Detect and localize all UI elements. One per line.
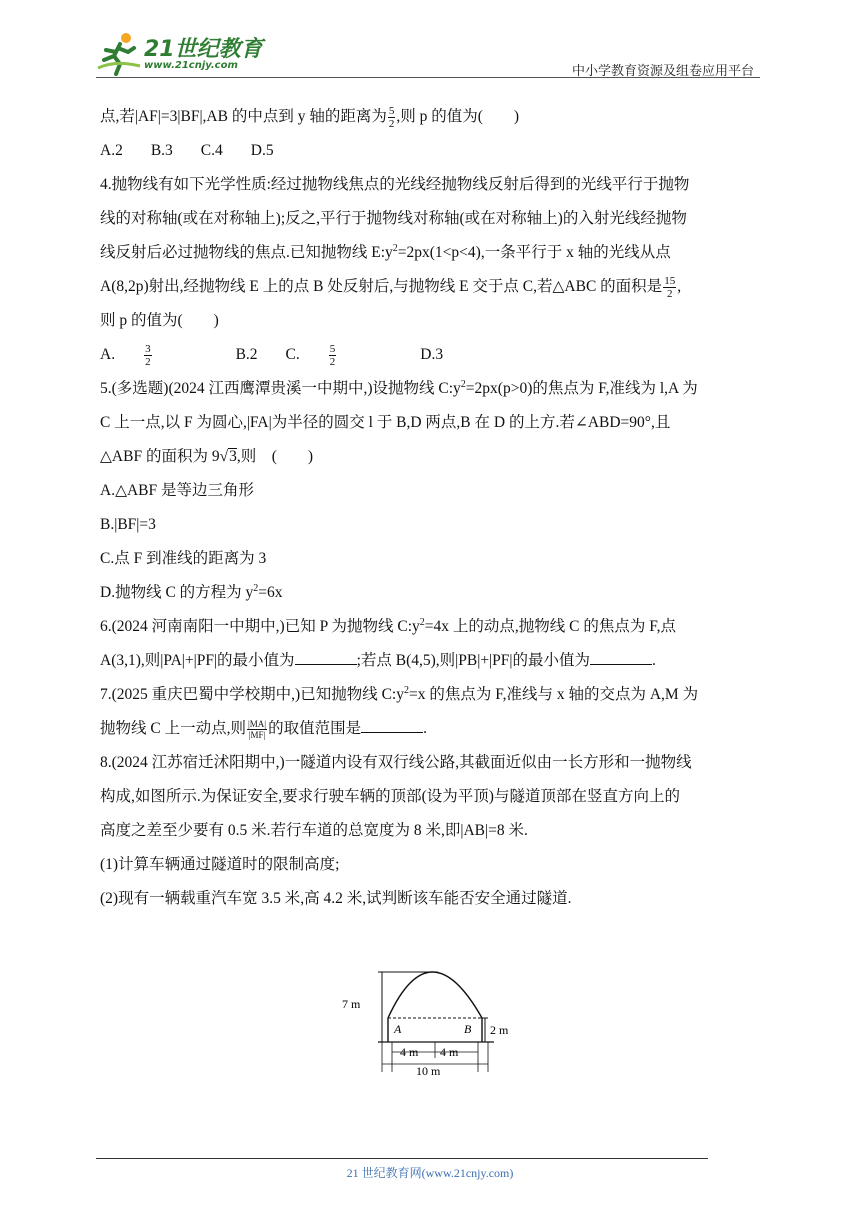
q7-line2c: . [423, 720, 427, 737]
q4-line4a: A(8,2p)射出,经抛物线 E 上的点 B 处反射后,与抛物线 E 交于点 C,若△ABC 的面积是 [100, 278, 663, 295]
q7-fraction [247, 719, 267, 740]
q4-opt-a-num: 3 [145, 342, 151, 355]
label-B: B [464, 1022, 472, 1036]
q3-option-d: D.5 [250, 142, 274, 159]
q4-option-c [286, 338, 393, 372]
q4-opt-c-den: 2 [329, 355, 336, 368]
q5-option-c: C.点 F 到准线的距离为 3 [100, 550, 267, 567]
tunnel-diagram [330, 966, 530, 1078]
q5-line3b: ,则 ( ) [236, 448, 314, 465]
label-2m: 2 m [490, 1023, 509, 1037]
label-4m-right: 4 m [440, 1045, 459, 1059]
q3-option-b: B.3 [150, 142, 173, 159]
q6-line2a: A(3,1),则|PA|+|PF|的最小值为 [100, 652, 295, 669]
answer-blank [361, 718, 423, 733]
q5-sqrt-value: 3 [229, 448, 237, 465]
q3-stem [100, 100, 762, 134]
q4-option-d: D.3 [420, 346, 444, 363]
sqrt-symbol: √ [219, 448, 229, 465]
header-divider [96, 77, 760, 78]
q5-line2: C 上一点,以 F 为圆心,|FA|为半径的圆交 l 于 B,D 两点,B 在 D 的上方.若∠ABD=90°,且 [100, 414, 671, 431]
site-logo[interactable] [96, 30, 266, 78]
q4-line3b: =2px(1<p<4),一条平行于 x 轴的光线从点 [397, 244, 671, 261]
q7-frac-numerator: |MA| [247, 718, 267, 729]
q7-line1a: 7.(2025 重庆巴蜀中学校期中,)已知抛物线 C:y [100, 686, 404, 703]
q6-line2b: ;若点 B(4,5),则|PB|+|PF|的最小值为 [356, 652, 591, 669]
q6-sup: 2 [419, 616, 425, 628]
q4-options [100, 338, 762, 372]
question-content [100, 100, 762, 916]
q3-text-b: ,则 p 的值为( ) [396, 108, 520, 125]
header-platform-name: 中小学教育资源及组卷应用平台 [571, 64, 754, 79]
q3-frac-denominator: 2 [388, 117, 395, 130]
q3-option-a: A.2 [100, 142, 123, 159]
q5-line1a: 5.(多选题)(2024 江西鹰潭贵溪一中期中,)设抛物线 C:y [100, 380, 461, 397]
answer-blank [590, 650, 652, 665]
q7-line1b: =x 的焦点为 F,准线与 x 轴的交点为 A,M 为 [408, 686, 699, 703]
q3-frac-numerator: 5 [388, 104, 395, 117]
q8-line2: 构成,如图所示.为保证安全,要求行驶车辆的顶部(设为平顶)与隧道顶部在竖直方向上的 [100, 788, 680, 805]
q4-line2: 线的对称轴(或在对称轴上);反之,平行于抛物线对称轴(或在对称轴上)的入射光线经抛物 [100, 210, 687, 227]
q4-opt-c-num: 5 [329, 342, 336, 355]
q5-opt-d-sup: 2 [253, 582, 259, 594]
q7-line2a: 抛物线 C 上一动点,则 [100, 720, 246, 737]
q4-line3a: 线反射后必过抛物线的焦点.已知抛物线 E:y [100, 244, 393, 261]
q8-sub1: (1)计算车辆通过隧道时的限制高度; [100, 856, 340, 873]
q4-opt-c-label: C. [285, 346, 300, 363]
q3-options [100, 134, 762, 168]
q4-frac-numerator: 15 [664, 274, 676, 287]
q8-sub2: (2)现有一辆载重汽车宽 3.5 米,高 4.2 米,试判断该车能否安全通过隧道. [100, 890, 572, 907]
q4-option-a [100, 338, 208, 372]
q5-option-a: A.△ABF 是等边三角形 [100, 482, 255, 499]
q8-line1: 8.(2024 江苏宿迁沭阳期中,)一隧道内设有双行线公路,其截面近似由一长方形和一抛物线 [100, 754, 692, 771]
q8-line3: 高度之差至少要有 0.5 米.若行车道的总宽度为 8 米,即|AB|=8 米. [100, 822, 528, 839]
q4-opt-a-den: 2 [145, 355, 151, 368]
q7-frac-denominator: |MF| [248, 729, 266, 740]
q7-line2b: 的取值范围是 [268, 720, 362, 737]
q6-line1b: =4x 上的动点,抛物线 C 的焦点为 F,点 [424, 618, 676, 635]
q4-option-b: B.2 [235, 346, 258, 363]
q7-stem [100, 678, 762, 746]
label-4m-left: 4 m [400, 1045, 419, 1059]
q3-fraction [388, 105, 396, 130]
q4-frac-denominator: 2 [666, 287, 673, 300]
runner-logo-icon [96, 30, 144, 76]
q5-sup: 2 [460, 378, 466, 390]
q7-sup: 2 [403, 684, 409, 696]
q6-line2c: . [652, 652, 656, 669]
q5-line1b: =2px(p>0)的焦点为 F,准线为 l,A 为 [465, 380, 698, 397]
answer-blank [295, 650, 357, 665]
q8-stem [100, 746, 762, 848]
tunnel-figure [330, 966, 530, 1078]
q4-stem [100, 168, 762, 338]
footer-divider [96, 1158, 708, 1159]
q5-option-d [100, 576, 762, 610]
logo-url: www.21cnjy.com [144, 60, 238, 71]
q4-opt-c-fraction [329, 343, 365, 368]
q4-opt-a-fraction [144, 343, 180, 368]
q5-opt-d-a: D.抛物线 C 的方程为 y [100, 584, 254, 601]
q4-sup: 2 [392, 242, 398, 254]
q4-line5: 则 p 的值为( ) [100, 312, 219, 329]
footer-site-link[interactable]: 21 世纪教育网(www.21cnjy.com) [346, 1166, 514, 1180]
q5-line3a: △ABF 的面积为 9 [100, 448, 220, 465]
q6-stem [100, 610, 762, 678]
q5-opt-d-b: =6x [258, 584, 283, 601]
q5-stem [100, 372, 762, 474]
label-7m: 7 m [342, 997, 361, 1011]
q4-line1: 4.抛物线有如下光学性质:经过抛物线焦点的光线经抛物线反射后得到的光线平行于抛物 [100, 176, 690, 193]
label-10m: 10 m [416, 1064, 441, 1078]
q5-option-b: B.|BF|=3 [100, 516, 156, 533]
q3-option-c: C.4 [200, 142, 223, 159]
q4-line4b: , [677, 278, 682, 295]
q3-text-a: 点,若|AF|=3|BF|,AB 的中点到 y 轴的距离为 [100, 108, 387, 125]
page-header [96, 30, 760, 80]
q6-line1a: 6.(2024 河南南阳一中期中,)已知 P 为抛物线 C:y [100, 618, 420, 635]
q4-fraction [663, 275, 676, 300]
q4-opt-a-label: A. [100, 346, 116, 363]
label-A: A [394, 1022, 402, 1036]
logo-text: 21世纪教育 [144, 37, 263, 62]
